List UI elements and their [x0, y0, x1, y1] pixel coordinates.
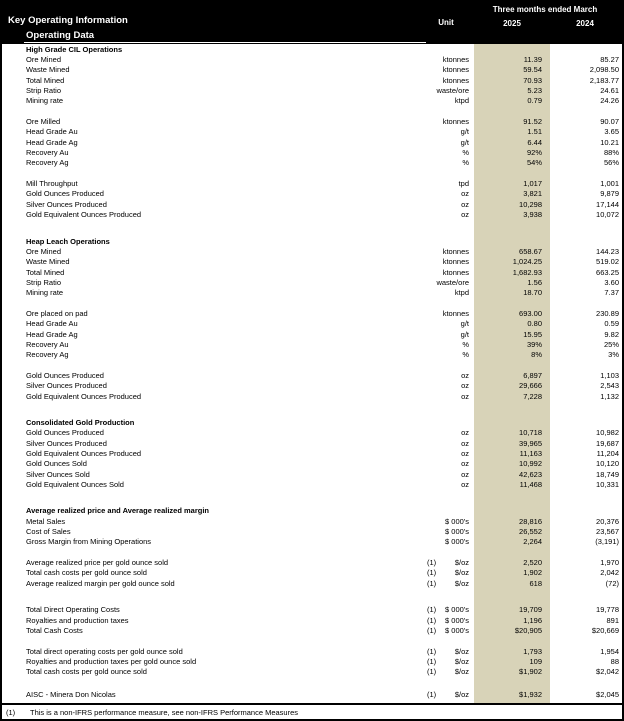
row-value-2025: 1,017 — [523, 179, 542, 189]
row-value-2025: 18.70 — [523, 288, 542, 298]
table-row — [2, 689, 622, 699]
section-title: Heap Leach Operations — [26, 236, 110, 246]
table-header-band — [2, 2, 622, 44]
row-label: Royalties and production taxes — [26, 615, 129, 625]
table-row — [2, 116, 622, 126]
table-row — [2, 381, 622, 391]
row-value-2025: 1,793 — [523, 646, 542, 656]
row-value-2024: 88 — [610, 656, 619, 666]
row-unit-cell: waste/ore — [436, 86, 469, 96]
table-row — [2, 257, 622, 267]
row-value-2024: (3,191) — [595, 537, 619, 547]
row-label: Average realized price per gold ounce sold — [26, 558, 169, 568]
row-footnote-ref: (1) — [427, 656, 437, 666]
row-unit-cell: ktonnes — [442, 267, 469, 277]
row-label: Recovery Au — [26, 339, 69, 349]
row-label: Head Grade Au — [26, 319, 78, 329]
row-value-2025: 7,228 — [523, 391, 542, 401]
row-value-2024: (72) — [605, 578, 619, 588]
row-value-2024: 0.59 — [604, 319, 619, 329]
table-row — [2, 189, 622, 199]
row-value-2025: 26,552 — [519, 527, 542, 537]
table-row — [2, 199, 622, 209]
row-label: Recovery Ag — [26, 158, 69, 168]
row-label: Waste Mined — [26, 65, 70, 75]
row-label: Gold Ounces Produced — [26, 189, 104, 199]
row-value-2024: 1,103 — [600, 370, 619, 380]
row-footnote-ref: (1) — [427, 667, 437, 677]
row-unit-cell: ktonnes — [442, 257, 469, 267]
row-value-2025: 10,992 — [519, 459, 542, 469]
row-unit-cell: waste/ore — [436, 277, 469, 287]
row-footnote-ref: (1) — [427, 578, 437, 588]
row-value-2024: 2,042 — [600, 568, 619, 578]
row-unit-cell: $ 000's — [445, 537, 469, 547]
row-label: Silver Ounces Produced — [26, 199, 107, 209]
table-row — [2, 350, 622, 360]
row-label: Recovery Ag — [26, 350, 69, 360]
row-value-2025: $1,902 — [519, 667, 542, 677]
row-unit-cell: $ 000's — [445, 516, 469, 526]
row-label: Cost of Sales — [26, 527, 71, 537]
row-value-2025: 618 — [529, 578, 542, 588]
row-label: Silver Ounces Produced — [26, 438, 107, 448]
row-value-2024: 23,567 — [596, 527, 619, 537]
table-row — [2, 277, 622, 287]
row-value-2024: 25% — [603, 339, 619, 349]
row-value-2025: 10,298 — [519, 199, 542, 209]
row-value-2025: 3,821 — [523, 189, 542, 199]
row-label: Total cash costs per gold ounce sold — [26, 568, 147, 578]
table-row — [2, 557, 622, 567]
table-row — [2, 75, 622, 85]
row-label: Total Mined — [26, 75, 65, 85]
table-row — [2, 158, 622, 168]
row-value-2025: 54% — [526, 158, 542, 168]
row-footnote-ref: (1) — [427, 568, 437, 578]
table-row — [2, 667, 622, 677]
row-value-2024: 10,982 — [596, 428, 619, 438]
row-value-2024: 20,376 — [596, 516, 619, 526]
row-unit-cell: (1) $ 000's — [427, 605, 469, 615]
row-label: Silver Ounces Sold — [26, 469, 90, 479]
row-value-2025: 92% — [526, 148, 542, 158]
row-unit-cell: (1) $/oz — [427, 689, 469, 699]
row-label: Waste Mined — [26, 257, 70, 267]
row-label: Total Direct Operating Costs — [26, 605, 120, 615]
row-unit-cell: ktpd — [454, 96, 469, 106]
row-unit-cell: tpd — [458, 179, 469, 189]
row-value-2025: 8% — [531, 350, 542, 360]
row-unit-cell: oz — [461, 469, 469, 479]
row-label: Metal Sales — [26, 516, 66, 526]
row-value-2024: 3.60 — [604, 277, 619, 287]
table-row — [2, 96, 622, 106]
section-title: Consolidated Gold Production — [26, 418, 135, 428]
row-footnote-ref: (1) — [427, 646, 437, 656]
row-value-2025: $20,905 — [514, 625, 542, 635]
table-row — [2, 246, 622, 256]
section-gap — [2, 220, 622, 236]
row-value-2025: 3,938 — [523, 210, 542, 220]
row-value-2025: 19,709 — [519, 605, 542, 615]
row-value-2025: 42,623 — [519, 469, 542, 479]
row-value-2024: 7.37 — [604, 288, 619, 298]
row-unit-cell: g/t — [460, 127, 469, 137]
row-label: AISC - Minera Don Nicolas — [26, 689, 116, 699]
row-unit-cell: oz — [461, 210, 469, 220]
row-unit-cell: oz — [461, 189, 469, 199]
row-label: Total Cash Costs — [26, 625, 83, 635]
row-value-2025: 70.93 — [523, 75, 542, 85]
row-value-2024: 17,144 — [596, 199, 619, 209]
row-value-2025: 0.80 — [527, 319, 542, 329]
table-row — [2, 127, 622, 137]
row-value-2024: 2,183.77 — [589, 75, 619, 85]
row-value-2025: 1,024.25 — [512, 257, 542, 267]
table-row — [2, 605, 622, 615]
row-value-2024: 144.23 — [596, 246, 619, 256]
heading-underline — [24, 42, 426, 43]
row-value-2024: $2,042 — [596, 667, 619, 677]
row-unit-cell: % — [462, 158, 469, 168]
row-label: Gold Ounces Sold — [26, 459, 87, 469]
row-label: Royalties and production taxes per gold ounce sold — [26, 656, 197, 666]
row-label: Strip Ratio — [26, 277, 62, 287]
row-unit-cell: $ 000's — [445, 527, 469, 537]
row-label: Total cash costs per gold ounce sold — [26, 667, 147, 677]
row-label: Ore Mined — [26, 246, 62, 256]
row-unit-cell: (1) $/oz — [427, 667, 469, 677]
table-row — [2, 615, 622, 625]
row-unit-cell: (1) $/oz — [427, 568, 469, 578]
row-value-2025: 39,965 — [519, 438, 542, 448]
table-row — [2, 85, 622, 95]
row-unit-cell: (1) $/oz — [427, 558, 469, 568]
table-row — [2, 479, 622, 489]
row-unit-cell: oz — [461, 428, 469, 438]
row-value-2024: 24.61 — [600, 86, 619, 96]
row-value-2024: 230.89 — [596, 308, 619, 318]
table-row — [2, 65, 622, 75]
section-gap — [2, 490, 622, 506]
row-label: Gold Equivalent Ounces Produced — [26, 210, 142, 220]
table-row — [2, 646, 622, 656]
row-unit-cell: g/t — [460, 329, 469, 339]
row-unit-cell: ktonnes — [442, 308, 469, 318]
table-row — [2, 288, 622, 298]
row-value-2024: 3.65 — [604, 127, 619, 137]
row-value-2024: 18,749 — [596, 469, 619, 479]
footnote-row — [2, 703, 622, 719]
row-footnote-ref: (1) — [427, 605, 437, 615]
row-unit-cell: g/t — [460, 319, 469, 329]
column-header-2025: 2025 — [503, 19, 521, 28]
section-header — [2, 236, 622, 246]
row-unit-cell: oz — [461, 391, 469, 401]
row-value-2025: 39% — [526, 339, 542, 349]
row-unit-cell: ktonnes — [442, 75, 469, 85]
row-value-2025: 6,897 — [523, 370, 542, 380]
section-header — [2, 417, 622, 427]
row-label: Gross Margin from Mining Operations — [26, 537, 152, 547]
row-label: Average realized margin per gold ounce sold — [26, 578, 175, 588]
row-label: Mining rate — [26, 288, 64, 298]
row-value-2024: 2,543 — [600, 381, 619, 391]
table-row — [2, 319, 622, 329]
table-row — [2, 537, 622, 547]
blank-row — [2, 360, 622, 370]
row-value-2024: 519.02 — [596, 257, 619, 267]
table-row — [2, 469, 622, 479]
row-unit-cell: (1) $ 000's — [427, 625, 469, 635]
row-value-2024: $2,045 — [596, 689, 619, 699]
row-value-2024: 2,098.50 — [589, 65, 619, 75]
row-unit-cell: oz — [461, 449, 469, 459]
row-label: Gold Equivalent Ounces Produced — [26, 449, 142, 459]
table-row — [2, 526, 622, 536]
row-value-2024: 10.21 — [600, 137, 619, 147]
table-row — [2, 147, 622, 157]
row-label: Gold Equivalent Ounces Sold — [26, 480, 124, 490]
table-row — [2, 178, 622, 188]
row-value-2024: 3% — [608, 350, 619, 360]
table-row — [2, 329, 622, 339]
row-label: Head Grade Ag — [26, 137, 78, 147]
row-value-2025: 29,666 — [519, 381, 542, 391]
row-value-2024: 891 — [606, 615, 619, 625]
row-label: Silver Ounces Produced — [26, 381, 107, 391]
table-row — [2, 267, 622, 277]
unit-column-header: Unit — [438, 18, 454, 27]
footnote-marker: (1) — [6, 707, 16, 717]
row-value-2025: 1,682.93 — [512, 267, 542, 277]
blank-row — [2, 547, 622, 557]
row-label: Ore Mined — [26, 55, 62, 65]
row-value-2025: 11,163 — [519, 449, 542, 459]
section-header — [2, 44, 622, 54]
row-label: Total direct operating costs per gold ounce sold — [26, 646, 183, 656]
table-row — [2, 438, 622, 448]
row-unit-cell: (1) $/oz — [427, 578, 469, 588]
row-value-2024: 10,072 — [596, 210, 619, 220]
row-unit-cell: ktonnes — [442, 246, 469, 256]
row-value-2024: 11,204 — [596, 449, 619, 459]
row-value-2024: 10,120 — [596, 459, 619, 469]
table-row — [2, 459, 622, 469]
row-value-2024: 10,331 — [596, 480, 619, 490]
section-title: Average realized price and Average realized margin — [26, 506, 209, 516]
table-row — [2, 656, 622, 666]
row-value-2024: 56% — [603, 158, 619, 168]
row-value-2025: 11.39 — [523, 55, 542, 65]
row-value-2025: 658.67 — [519, 246, 542, 256]
section-title: High Grade CIL Operations — [26, 44, 123, 54]
row-unit-cell: (1) $/oz — [427, 656, 469, 666]
table-row — [2, 448, 622, 458]
row-label: Ore Milled — [26, 117, 61, 127]
row-label: Gold Equivalent Ounces Produced — [26, 391, 142, 401]
row-label: Gold Ounces Produced — [26, 370, 104, 380]
row-footnote-ref: (1) — [427, 558, 437, 568]
row-value-2024: 1,970 — [600, 558, 619, 568]
row-label: Total Mined — [26, 267, 65, 277]
row-value-2024: 88% — [603, 148, 619, 158]
table-row — [2, 578, 622, 588]
period-header: Three months ended March — [492, 5, 598, 14]
row-value-2025: 1.56 — [527, 277, 542, 287]
table-row — [2, 568, 622, 578]
table-body — [2, 44, 622, 699]
row-value-2025: 1.51 — [527, 127, 542, 137]
row-value-2025: 10,718 — [519, 428, 542, 438]
row-value-2024: 24.26 — [600, 96, 619, 106]
row-value-2025: 59.54 — [523, 65, 542, 75]
row-label: Mill Throughput — [26, 179, 78, 189]
row-value-2024: 85.27 — [600, 55, 619, 65]
row-value-2025: 15.95 — [523, 329, 542, 339]
page-title: Key Operating Information — [8, 15, 128, 26]
section-gap — [2, 589, 622, 605]
column-header-2024: 2024 — [576, 19, 594, 28]
row-unit-cell: oz — [461, 381, 469, 391]
row-label: Strip Ratio — [26, 86, 62, 96]
row-value-2025: $1,932 — [519, 689, 542, 699]
table-row — [2, 370, 622, 380]
row-footnote-ref: (1) — [427, 615, 437, 625]
row-value-2025: 1,902 — [523, 568, 542, 578]
row-label: Recovery Au — [26, 148, 69, 158]
operating-data-heading: Operating Data — [26, 30, 95, 41]
row-value-2025: 109 — [529, 656, 542, 666]
table-row — [2, 210, 622, 220]
row-value-2025: 693.00 — [519, 308, 542, 318]
row-unit-cell: g/t — [460, 137, 469, 147]
row-unit-cell: ktonnes — [442, 65, 469, 75]
row-unit-cell: oz — [461, 438, 469, 448]
row-unit-cell: (1) $/oz — [427, 646, 469, 656]
row-value-2025: 5.23 — [527, 86, 542, 96]
row-unit-cell: ktonnes — [442, 55, 469, 65]
row-unit-cell: ktonnes — [442, 117, 469, 127]
row-unit-cell: % — [462, 339, 469, 349]
row-label: Head Grade Au — [26, 127, 78, 137]
table-row — [2, 391, 622, 401]
blank-row — [2, 106, 622, 116]
row-value-2025: 2,520 — [523, 558, 542, 568]
table-row — [2, 625, 622, 635]
row-value-2024: 1,954 — [600, 646, 619, 656]
section-gap — [2, 401, 622, 417]
blank-row — [2, 636, 622, 646]
row-value-2024: 663.25 — [596, 267, 619, 277]
row-value-2024: 1,132 — [600, 391, 619, 401]
blank-row — [2, 168, 622, 178]
row-label: Ore placed on pad — [26, 308, 88, 318]
row-value-2024: 19,687 — [596, 438, 619, 448]
row-unit-cell: % — [462, 148, 469, 158]
table-row — [2, 339, 622, 349]
row-value-2024: 9,879 — [600, 189, 619, 199]
row-value-2024: $20,669 — [591, 625, 619, 635]
table-row — [2, 516, 622, 526]
row-footnote-ref: (1) — [427, 689, 437, 699]
row-unit-cell: (1) $ 000's — [427, 615, 469, 625]
row-value-2025: 28,816 — [519, 516, 542, 526]
row-value-2025: 0.79 — [527, 96, 542, 106]
row-value-2025: 6.44 — [527, 137, 542, 147]
row-value-2025: 91.52 — [523, 117, 542, 127]
row-footnote-ref: (1) — [427, 625, 437, 635]
table-row — [2, 137, 622, 147]
row-unit-cell: oz — [461, 199, 469, 209]
footnote-text: This is a non-IFRS performance measure, see non-IFRS Performance Measures — [30, 707, 299, 717]
row-label: Mining rate — [26, 96, 64, 106]
row-value-2024: 9.82 — [604, 329, 619, 339]
row-unit-cell: ktpd — [454, 288, 469, 298]
row-value-2024: 90.07 — [600, 117, 619, 127]
row-label: Head Grade Ag — [26, 329, 78, 339]
row-unit-cell: oz — [461, 370, 469, 380]
row-value-2025: 11,468 — [519, 480, 542, 490]
table-row — [2, 54, 622, 64]
row-value-2025: 1,196 — [523, 615, 542, 625]
table-row — [2, 308, 622, 318]
row-value-2024: 1,001 — [600, 179, 619, 189]
row-unit-cell: oz — [461, 459, 469, 469]
row-unit-cell: % — [462, 350, 469, 360]
row-unit-cell: oz — [461, 480, 469, 490]
section-header — [2, 506, 622, 516]
blank-row — [2, 298, 622, 308]
section-gap — [2, 677, 622, 689]
row-value-2024: 19,778 — [596, 605, 619, 615]
row-label: Gold Ounces Produced — [26, 428, 104, 438]
table-row — [2, 428, 622, 438]
row-value-2025: 2,264 — [523, 537, 542, 547]
